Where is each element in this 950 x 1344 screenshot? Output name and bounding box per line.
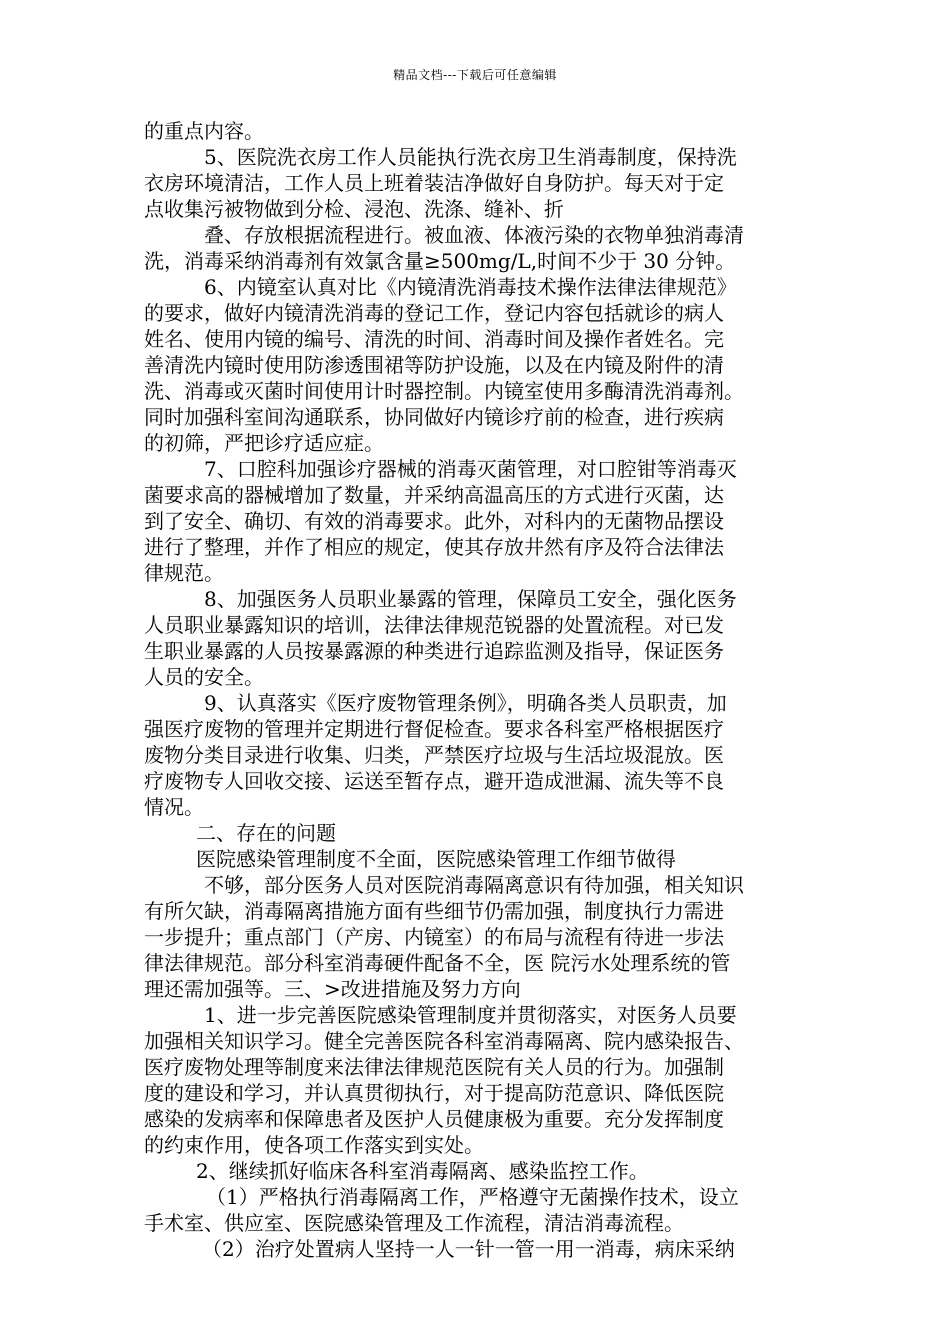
text-line: 强医疗废物的管理并定期进行督促检查。要求各科室严格根据医疗	[144, 717, 724, 741]
text-line: 同时加强科室间沟通联系，协同做好内镜诊疗前的检查，进行疾病	[144, 405, 724, 429]
text-line: 加强相关知识学习。健全完善医院各科室消毒隔离、院内感染报告、	[144, 1029, 744, 1053]
text-line: 生职业暴露的人员按暴露源的种类进行追踪监测及指导，保证医务	[144, 639, 724, 663]
text-line: （2）治疗处置病人坚持一人一针一管一用一消毒，病床采纳	[202, 1237, 735, 1261]
text-line: 衣房环境清洁，工作人员上班着装洁净做好自身防护。每天对于定	[144, 171, 724, 195]
text-line: 情况。	[144, 795, 204, 819]
text-line: 叠、存放根据流程进行。被血液、体液污染的衣物单独消毒清	[204, 223, 744, 247]
text-line: 5、医院洗衣房工作人员能执行洗衣房卫生消毒制度，保持洗	[204, 145, 737, 169]
text-line: 菌要求高的器械增加了数量，并采纳高温高压的方式进行灭菌，达	[144, 483, 724, 507]
text-line: 的约束作用，使各项工作落实到实处。	[144, 1133, 484, 1157]
text-line: 理还需加强等。三、>改进措施及努力方向	[144, 977, 521, 1001]
text-line: 洗、消毒或灭菌时间使用计时器控制。内镜室使用多酶清洗消毒剂。	[144, 379, 744, 403]
text-line: 2、继续抓好临床各科室消毒隔离、感染监控工作。	[196, 1159, 649, 1183]
text-line: 的初筛，严把诊疗适应症。	[144, 431, 384, 455]
text-line: 医疗废物处理等制度来法律法律规范医院有关人员的行为。加强制	[144, 1055, 724, 1079]
text-line: 到了安全、确切、有效的消毒要求。此外，对科内的无菌物品摆设	[144, 509, 724, 533]
text-line: 姓名、使用内镜的编号、清洗的时间、消毒时间及操作者姓名。完	[144, 327, 724, 351]
text-line: 不够，部分医务人员对医院消毒隔离意识有待加强，相关知识	[204, 873, 744, 897]
text-line: 9、认真落实《医疗废物管理条例》，明确各类人员职责，加	[204, 691, 727, 715]
text-line: 律规范。	[144, 561, 224, 585]
text-line: 一步提升；重点部门（产房、内镜室）的布局与流程有待进一步法	[144, 925, 724, 949]
document-body	[144, 118, 808, 1262]
text-line: 有所欠缺，消毒隔离措施方面有些细节仍需加强，制度执行力需进	[144, 899, 724, 923]
text-line: 医院感染管理制度不全面，医院感染管理工作细节做得	[196, 847, 676, 871]
text-line: 善清洗内镜时使用防渗透围裙等防护设施，以及在内镜及附件的清	[144, 353, 724, 377]
text-line: 点收集污被物做到分检、浸泡、洗涤、缝补、折	[144, 197, 564, 221]
text-line: 二、存在的问题	[196, 821, 336, 845]
text-line: 1、进一步完善医院感染管理制度并贯彻落实，对医务人员要	[204, 1003, 737, 1027]
text-line: 度的建设和学习，并认真贯彻执行，对于提高防范意识、降低医院	[144, 1081, 724, 1105]
text-line: 6、内镜室认真对比《内镜清洗消毒技术操作法律法律规范》	[204, 275, 737, 299]
text-line: 疗废物专人回收交接、运送至暂存点，避开造成泄漏、流失等不良	[144, 769, 724, 793]
text-line: 律法律规范。部分科室消毒硬件配备不全，医 院污水处理系统的管	[144, 951, 731, 975]
page-header: 精品文档---下载后可任意编辑	[393, 68, 557, 82]
text-line: 人员的安全。	[144, 665, 264, 689]
text-line: 的要求，做好内镜清洗消毒的登记工作，登记内容包括就诊的病人	[144, 301, 724, 325]
text-line: 手术室、供应室、医院感染管理及工作流程，清洁消毒流程。	[144, 1211, 684, 1235]
text-line: 废物分类目录进行收集、归类，严禁医疗垃圾与生活垃圾混放。医	[144, 743, 724, 767]
text-line: 感染的发病率和保障患者及医护人员健康极为重要。充分发挥制度	[144, 1107, 724, 1131]
text-line: （1）严格执行消毒隔离工作，严格遵守无菌操作技术，设立	[206, 1185, 739, 1209]
text-line: 8、加强医务人员职业暴露的管理，保障员工安全，强化医务	[204, 587, 737, 611]
text-line: 洗，消毒采纳消毒剂有效氯含量≥500mg/L,时间不少于 30 分钟。	[144, 249, 736, 273]
text-line: 人员职业暴露知识的培训，法律法律规范锐器的处置流程。对已发	[144, 613, 724, 637]
text-line: 7、口腔科加强诊疗器械的消毒灭菌管理，对口腔钳等消毒灭	[204, 457, 737, 481]
text-line: 的重点内容。	[144, 119, 264, 143]
text-line: 进行了整理，并作了相应的规定，使其存放井然有序及符合法律法	[144, 535, 724, 559]
